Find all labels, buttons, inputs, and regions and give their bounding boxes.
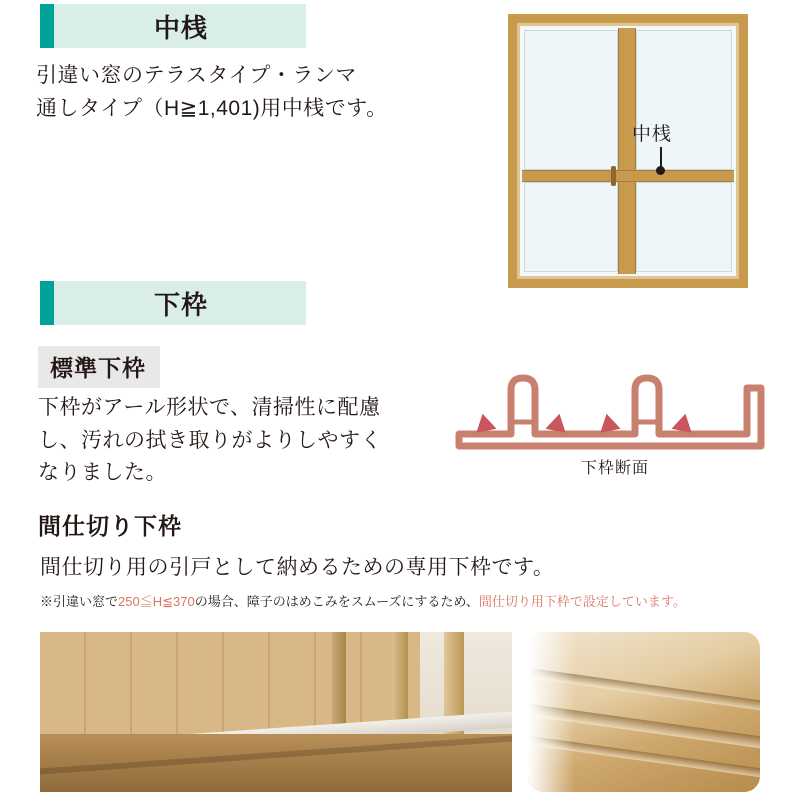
section-bar-body-2 xyxy=(54,281,306,325)
note-part-1: ※引違い窓で xyxy=(40,594,119,609)
partition-sill-note xyxy=(40,592,758,612)
photo-installed-partition-door xyxy=(40,632,512,792)
glass-pane-upper-right xyxy=(636,30,732,170)
section-title-shitawaku: 下枠 xyxy=(154,289,209,320)
glass-pane-lower-left xyxy=(524,182,618,272)
glass-pane-lower-right xyxy=(636,182,732,272)
standard-sill-line2: し、汚れの拭き取りがよりしやすく xyxy=(38,428,382,452)
standard-sill-description xyxy=(38,392,458,490)
glass-pane-upper-left xyxy=(524,30,618,170)
note-part-3: います。 xyxy=(634,594,686,609)
nakazan-description xyxy=(36,60,486,125)
callout-dot xyxy=(656,166,665,175)
nakazan-description-line2: 通しタイプ（H≧1,401)用中桟です。 xyxy=(36,96,388,120)
standard-sill-line3: なりました。 xyxy=(38,461,167,485)
callout-label-nakazan: 中桟 xyxy=(632,124,673,145)
window-diagram xyxy=(508,14,748,288)
nakazan-description-line1: 引違い窓のテラスタイプ・ランマ xyxy=(36,64,357,87)
sill-profile-outline xyxy=(459,378,761,446)
partition-sill-description: 間仕切り用の引戸として納めるための専用下枠です。 xyxy=(40,556,555,579)
standard-sill-line1: 下枠がアール形状で、清掃性に配慮 xyxy=(38,396,381,419)
window-center-mullion xyxy=(618,28,636,274)
photo-sill-profile-closeup xyxy=(528,632,760,792)
note-part-2: の場合、障子のはめこみをスムーズにするため、 xyxy=(194,594,479,609)
sill-diagram-caption: 下枠断面 xyxy=(580,460,649,477)
section-title-nakazan: 中桟 xyxy=(154,12,209,43)
subheading-standard-sill: 標準下枠 xyxy=(38,346,160,388)
note-highlight-1: 250≦H≦370 xyxy=(118,594,195,609)
section-accent-bar-2 xyxy=(40,281,54,325)
note-highlight-2: 間仕切り用下枠で設定して xyxy=(478,594,635,609)
photo-profile-highlight xyxy=(528,632,574,792)
section-header-nakazan xyxy=(40,4,306,48)
window-middle-rail-nakazan xyxy=(522,170,734,182)
subheading-partition-sill: 間仕切り下枠 xyxy=(38,513,182,539)
section-accent-bar xyxy=(40,4,54,48)
window-handle xyxy=(611,166,616,186)
section-bar-body xyxy=(54,4,306,48)
section-header-shitawaku xyxy=(40,281,306,325)
